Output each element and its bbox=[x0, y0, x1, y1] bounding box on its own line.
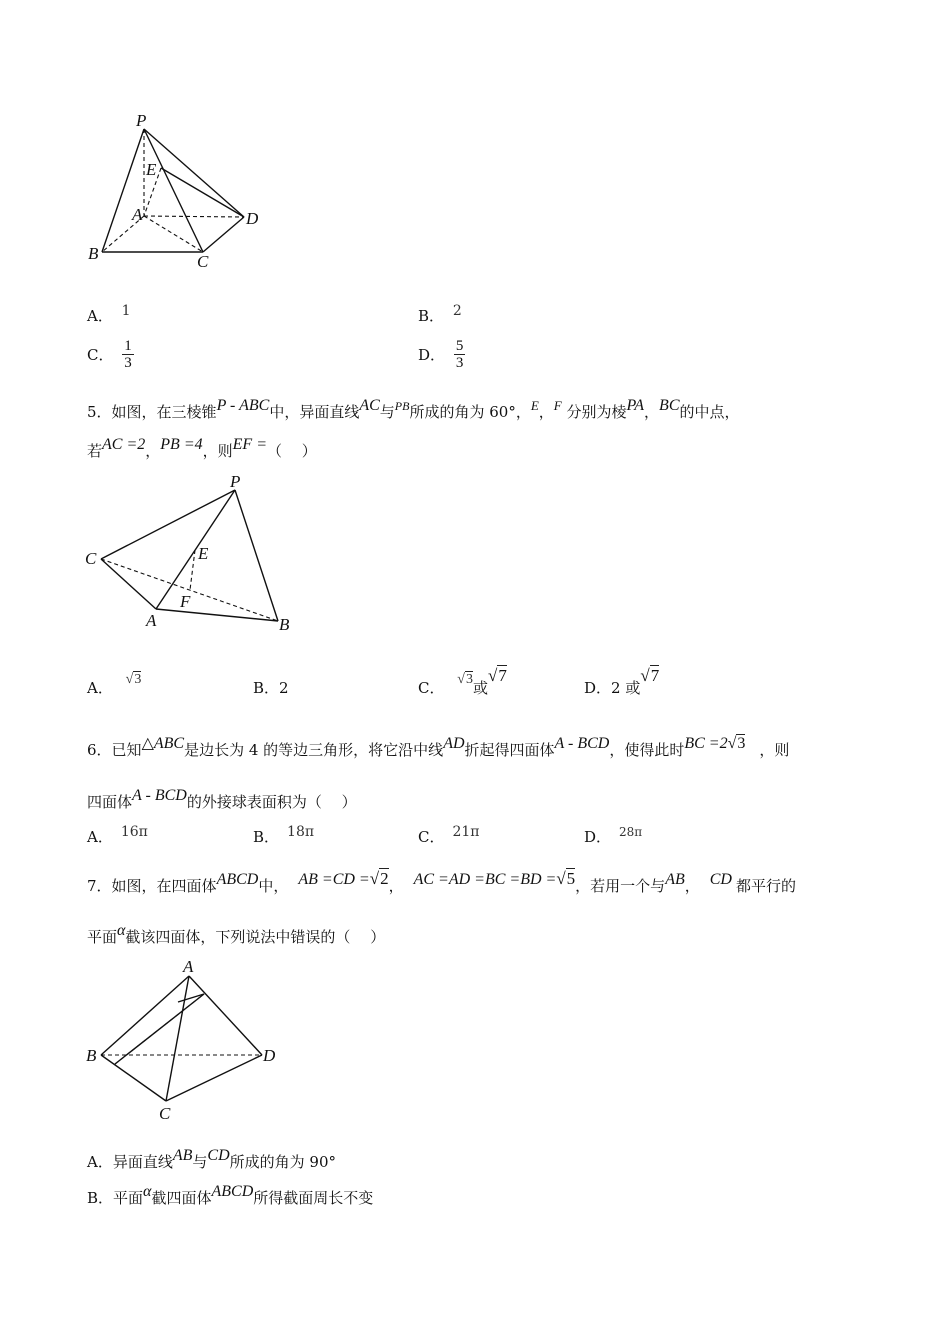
option-text: 异面直线 bbox=[112, 1153, 173, 1171]
option-letter: C． bbox=[87, 346, 114, 364]
option-value: 1 bbox=[121, 303, 131, 319]
q4-option-d[interactable] bbox=[418, 338, 465, 371]
option-letter: B． bbox=[253, 828, 280, 846]
fraction: $\frac{1}{3}$ bbox=[124, 338, 132, 371]
label-E: E bbox=[146, 160, 157, 179]
label-D: D bbox=[246, 209, 259, 228]
q4-option-b[interactable] bbox=[418, 305, 462, 326]
option-text: 所成的角为 90° bbox=[229, 1153, 337, 1171]
option-letter: C． bbox=[418, 679, 445, 697]
q5-option-d[interactable] bbox=[584, 666, 660, 698]
or-text: 或 bbox=[472, 679, 488, 697]
q5-option-a[interactable] bbox=[87, 672, 142, 698]
sqrt-value: √3 bbox=[125, 672, 142, 687]
option-letter: A． bbox=[87, 307, 113, 325]
option-letter: A． bbox=[87, 828, 113, 846]
label-A: A bbox=[183, 957, 194, 976]
q6-option-c[interactable] bbox=[418, 826, 480, 847]
math-ab: AB bbox=[172, 1147, 193, 1164]
option-letter: D． bbox=[584, 679, 612, 697]
option-value: 2 bbox=[279, 679, 289, 697]
fraction: $\frac{5}{3}$ bbox=[455, 338, 464, 371]
sqrt-value: √3 bbox=[457, 672, 473, 687]
option-text: 所得截面周长不变 bbox=[253, 1189, 374, 1207]
option-text: 截四面体 bbox=[151, 1189, 212, 1207]
option-value: 2 bbox=[452, 303, 462, 319]
option-value: 21π bbox=[452, 824, 480, 840]
label-C: C bbox=[159, 1104, 171, 1123]
q4-pyramid-figure bbox=[80, 105, 280, 280]
q6-stem-line1: 6．已知△ABC是边长为 4 的等边三角形，将它沿中线AD折起得四面体A - BCD，使得此时BC =2√3 ，则 bbox=[87, 735, 790, 759]
label-A: A bbox=[146, 611, 157, 630]
q4-option-c[interactable] bbox=[87, 338, 134, 371]
q7-stem-line2: 平面α截该四面体，下列说法中错误的（ ） bbox=[87, 922, 386, 946]
label-P: P bbox=[230, 472, 241, 491]
q7-tetrahedron-figure bbox=[80, 952, 290, 1127]
label-B: B bbox=[86, 1046, 97, 1065]
q5-tetrahedron-figure bbox=[80, 470, 310, 640]
label-A: A bbox=[132, 205, 143, 224]
option-letter: C． bbox=[418, 828, 445, 846]
math-abcd: ABCD bbox=[211, 1183, 254, 1200]
option-letter: D． bbox=[418, 346, 446, 364]
option-letter: A． bbox=[87, 1153, 113, 1171]
q6-option-b[interactable] bbox=[253, 826, 314, 847]
q5-stem-line1: 5．如图，在三棱锥P - ABC中，异面直线AC与$^{PB}$所成的角为 60°，E，F 分别为棱PA，BC的中点， bbox=[87, 397, 740, 421]
q5-option-b[interactable] bbox=[253, 677, 289, 698]
q6-stem-line2: 四面体A - BCD的外接球表面积为（ ） bbox=[87, 787, 357, 811]
label-C: C bbox=[85, 549, 97, 568]
option-text: 与 bbox=[192, 1153, 208, 1171]
label-E: E bbox=[198, 544, 209, 563]
math-cd: CD bbox=[207, 1147, 230, 1164]
label-P: P bbox=[136, 111, 147, 130]
label-B: B bbox=[279, 615, 290, 634]
option-letter: A． bbox=[87, 679, 113, 697]
math-alpha: α bbox=[143, 1183, 152, 1200]
label-B: B bbox=[88, 244, 99, 263]
label-D: D bbox=[263, 1046, 276, 1065]
or-text: 或 bbox=[625, 679, 641, 697]
q6-option-a[interactable] bbox=[87, 826, 148, 847]
option-value: 16π bbox=[120, 824, 148, 840]
option-letter: B． bbox=[418, 307, 445, 325]
q4-option-a[interactable] bbox=[87, 305, 131, 326]
label-C: C bbox=[197, 252, 209, 271]
option-value: 2 bbox=[611, 679, 621, 697]
q5-stem-line2: 若AC =2，PB =4，则EF =（ ） bbox=[87, 436, 317, 460]
option-letter: B． bbox=[87, 1189, 114, 1207]
q5-option-c[interactable] bbox=[418, 666, 507, 698]
q7-option-b[interactable] bbox=[87, 1183, 374, 1208]
option-text: 平面 bbox=[113, 1189, 144, 1207]
sqrt-value: √7 bbox=[487, 666, 507, 685]
option-letter: D． bbox=[584, 828, 612, 846]
q7-stem-line1: 7．如图，在四面体ABCD中， AB =CD =√2， AC =AD =BC =BD =√5，若用一个与AB， CD 都平行的 bbox=[87, 869, 796, 895]
sqrt-value: √7 bbox=[640, 666, 660, 685]
label-F: F bbox=[180, 592, 191, 611]
option-letter: B． bbox=[253, 679, 280, 697]
q6-option-d[interactable] bbox=[584, 826, 642, 847]
option-value: 28π bbox=[619, 825, 643, 839]
q7-option-a[interactable] bbox=[87, 1147, 337, 1172]
option-value: 18π bbox=[287, 824, 315, 840]
